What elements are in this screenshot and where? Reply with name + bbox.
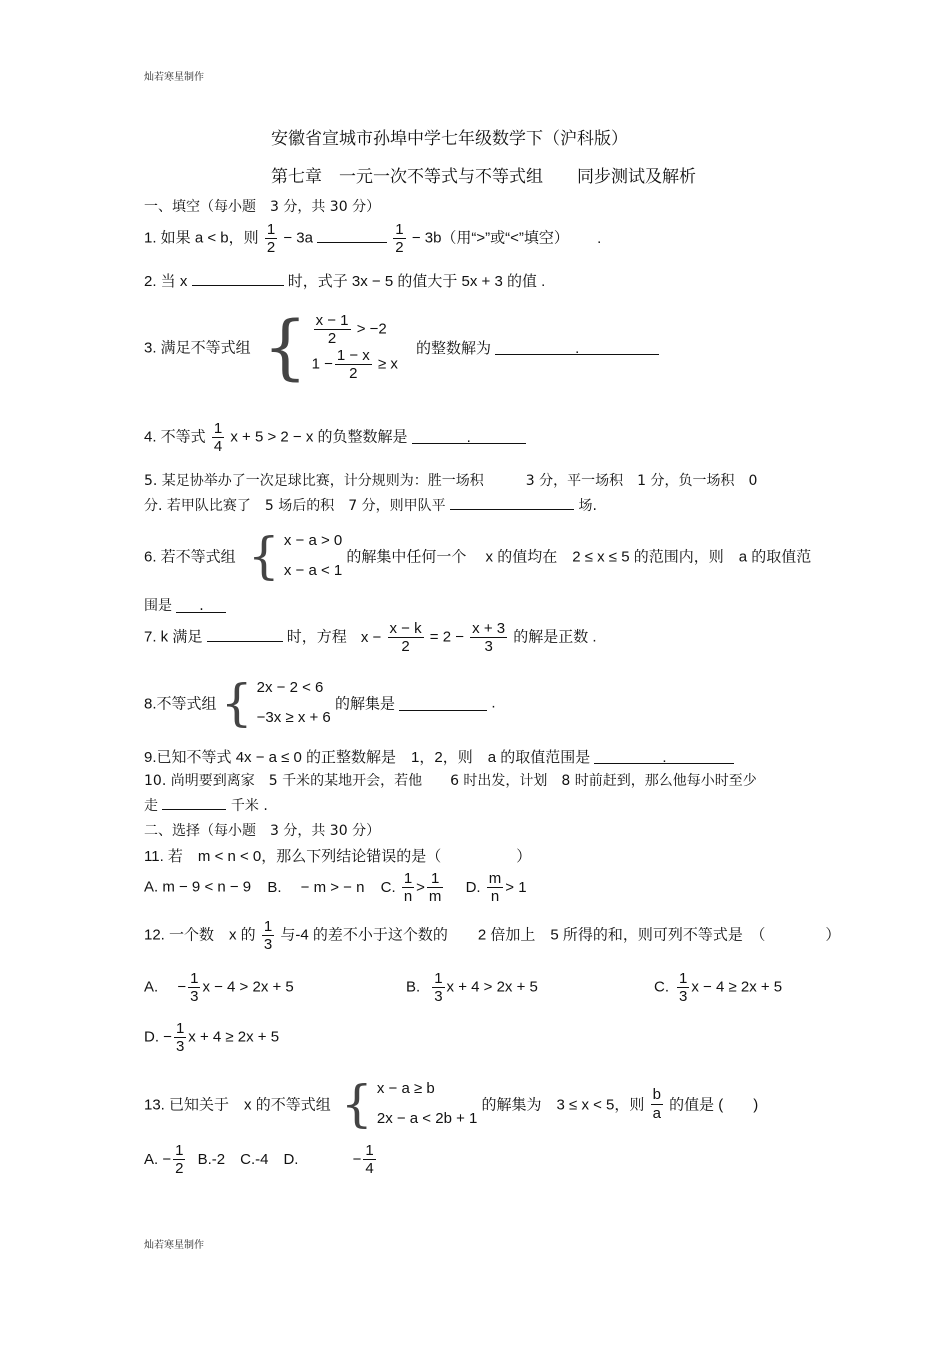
question-6: 6. 若不等式组 { x − a > 0 x − a < 1 的解集中任何一个 x 的值均在 2 ≤ x ≤ 5 的范围内，则 a 的取值范: [144, 527, 812, 585]
option-b[interactable]: B. − m > − n: [267, 878, 365, 896]
option-a[interactable]: A. m − 9 < n − 9: [144, 878, 252, 896]
inequality-system: x − a > 0 x − a < 1: [283, 532, 343, 579]
option-c[interactable]: C. $\frac{1}{3}$ x − 4 ≥ 2x + 5: [654, 970, 783, 1006]
brace: {: [220, 674, 253, 732]
page-subtitle: 第七章 一元一次不等式与不等式组 同步测试及解析: [271, 167, 696, 187]
option-c[interactable]: C. $\frac{1}{n}$ > $\frac{1}{m}$: [380, 870, 442, 906]
inequality-system: x − a ≥ b 2x − a < 2b + 1: [376, 1080, 478, 1127]
section-fill-blank: 一、填空（每小题 3 分，共 30 分）: [144, 199, 381, 215]
question-12-stem: 12. 一个数 x 的 $\frac{1}{3}$ 与-4 的差不小于这个数的 2 倍加上 5 所得的和，则可列不等式是 （ ）: [144, 918, 841, 954]
header-maker: 灿若寒星制作: [144, 72, 204, 83]
question-4: 4. 不等式 $\frac{1}{4}$ x + 5 > 2 − x 的负整数解是 .: [144, 420, 526, 456]
option-d[interactable]: D. $\frac{m}{n}$ > 1: [465, 870, 527, 906]
fraction: $\frac{1}{2}$: [266, 221, 276, 257]
option-a[interactable]: A. − $\frac{1}{2}$: [144, 1142, 184, 1178]
question-11-options: [144, 870, 527, 906]
answer-blank[interactable]: .: [412, 429, 526, 444]
answer-blank[interactable]: [450, 495, 574, 510]
fraction: $\frac{1}{3}$: [263, 918, 273, 954]
answer-blank[interactable]: .: [594, 749, 734, 764]
question-13-stem: 13. 已知关于 x 的不等式组 { x − a ≥ b 2x − a < 2b + 1 的解集为 3 ≤ x < 5，则 $\frac{b}{a}$ 的值是 ( ): [144, 1075, 759, 1133]
brace: {: [247, 527, 280, 585]
question-9: 9.已知不等式 4x − a ≤ 0 的正整数解是 1，2，则 a 的取值范围是 .: [144, 746, 734, 767]
question-3: 3. 满足不等式组 { $\frac{x - 1}{2}$ > −2 1 − $\frac{1 - x}{2}$ ≥ x 的整数解为 .: [144, 306, 659, 388]
option-d[interactable]: D. − $\frac{1}{3}$ x + 4 ≥ 2x + 5: [144, 1020, 280, 1056]
page-title: 安徽省宣城市孙埠中学七年级数学下（沪科版）: [271, 129, 628, 149]
fraction: $\frac{1}{4}$: [213, 420, 223, 456]
question-2: 2. 当 x 时，式子 3x − 5 的值大于 5x + 3 的值 .: [144, 273, 546, 290]
question-8: 8.不等式组 { 2x − 2 < 6 −3x ≥ x + 6 的解集是 .: [144, 674, 496, 732]
footer-maker: 灿若寒星制作: [144, 1240, 204, 1251]
option-d-value: − $\frac{1}{4}$: [352, 1142, 374, 1178]
answer-blank[interactable]: .: [495, 340, 659, 355]
option-a[interactable]: A. − $\frac{1}{3}$ x − 4 > 2x + 5: [144, 970, 294, 1006]
question-6-cont: 围是 .: [144, 595, 226, 615]
question-5-line-2: 分. 若甲队比赛了 5 场后的积 7 分，则甲队平 场.: [144, 495, 597, 515]
fraction: $\frac{x + 3}{3}$: [472, 620, 506, 656]
brace: {: [340, 1075, 373, 1133]
answer-blank[interactable]: [399, 696, 487, 711]
fraction: $\frac{1}{2}$: [395, 221, 404, 257]
brace: {: [262, 306, 308, 388]
fraction: $\frac{b}{a}$: [652, 1086, 661, 1122]
options-b-c-d[interactable]: B.-2 C.-4 D.: [197, 1150, 299, 1168]
question-1: 1. 如果 a < b，则 $\frac{1}{2}$ − 3a $\frac{1}{2}$ − 3b（用“>”或“<”填空） .: [144, 221, 602, 257]
answer-blank[interactable]: [192, 271, 284, 286]
question-7: 7. k 满足 时，方程 x − $\frac{x - k}{2}$ = 2 − $\frac{x + 3}{3}$ 的解是正数 .: [144, 620, 597, 656]
section-choice: 二、选择（每小题 3 分，共 30 分）: [144, 823, 381, 839]
inequality-system: 2x − 2 < 6 −3x ≥ x + 6: [256, 679, 331, 726]
answer-blank[interactable]: [207, 627, 283, 642]
question-10-line-1: 10. 尚明要到离家 5 千米的某地开会，若他 6 时出发，计划 8 时前赶到，那么他每小时至少: [144, 773, 757, 789]
question-10-line-2: 走 千米 .: [144, 795, 268, 815]
question-5-line-1: 5. 某足协举办了一次足球比赛，计分规则为：胜一场积 3 分，平一场积 1 分，负一场积 0: [144, 473, 758, 489]
question-13-options: [144, 1142, 378, 1178]
inequality-system: $\frac{x - 1}{2}$ > −2 1 − $\frac{1 - x}{2}$ ≥ x: [311, 311, 398, 383]
answer-blank[interactable]: .: [176, 598, 226, 613]
answer-blank[interactable]: [162, 795, 226, 810]
answer-blank[interactable]: [317, 228, 387, 243]
fraction: $\frac{x - k}{2}$: [389, 620, 422, 656]
question-11-stem: 11. 若 m < n < 0，那么下列结论错误的是（ ）: [144, 848, 532, 865]
option-b[interactable]: B. $\frac{1}{3}$ x + 4 > 2x + 5: [406, 970, 538, 1006]
